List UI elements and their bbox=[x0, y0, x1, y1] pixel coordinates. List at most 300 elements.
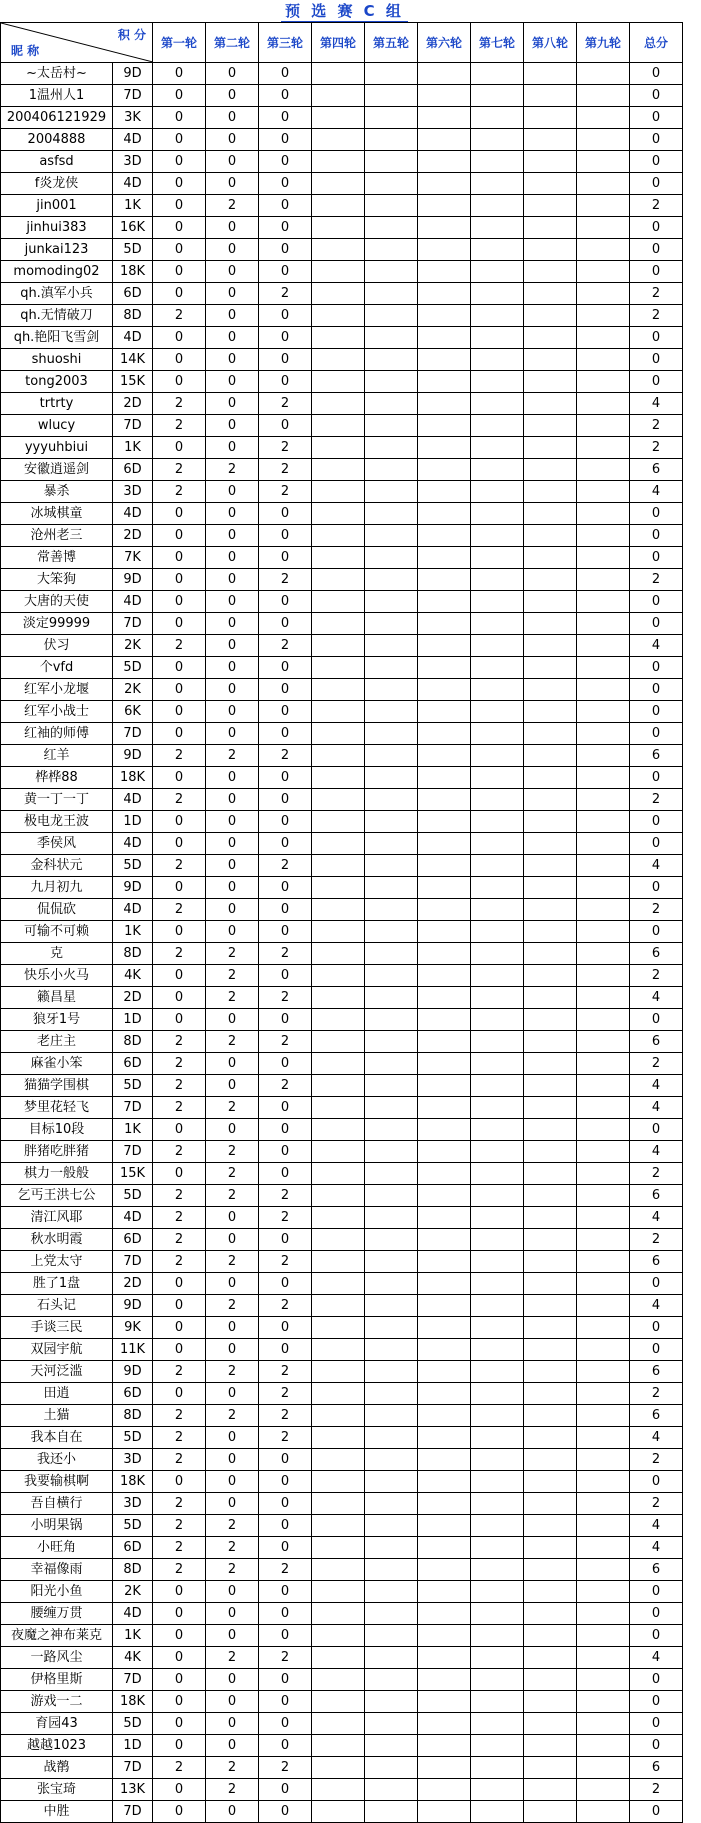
round-4-result bbox=[312, 173, 365, 195]
player-score: 4D bbox=[113, 1603, 153, 1625]
round-6-result bbox=[418, 1141, 471, 1163]
player-score: 8D bbox=[113, 305, 153, 327]
round-header: 第二轮 bbox=[206, 23, 259, 63]
round-8-result bbox=[524, 1801, 577, 1823]
round-2-result: 0 bbox=[206, 811, 259, 833]
round-4-result bbox=[312, 261, 365, 283]
round-5-result bbox=[365, 1691, 418, 1713]
round-4-result bbox=[312, 1779, 365, 1801]
round-6-result bbox=[418, 679, 471, 701]
round-7-result bbox=[471, 195, 524, 217]
player-score: 7D bbox=[113, 415, 153, 437]
round-2-result: 2 bbox=[206, 1141, 259, 1163]
table-row bbox=[1, 1317, 683, 1339]
round-4-result bbox=[312, 899, 365, 921]
round-5-result bbox=[365, 503, 418, 525]
round-7-result bbox=[471, 1427, 524, 1449]
player-name: shuoshi bbox=[1, 349, 113, 371]
round-6-result bbox=[418, 1383, 471, 1405]
player-name: 猫猫学围棋 bbox=[1, 1075, 113, 1097]
round-4-result bbox=[312, 393, 365, 415]
round-4-result bbox=[312, 701, 365, 723]
table-row bbox=[1, 833, 683, 855]
player-name: 个vfd bbox=[1, 657, 113, 679]
total-score: 4 bbox=[630, 1427, 683, 1449]
round-9-result bbox=[577, 1779, 630, 1801]
table-row bbox=[1, 723, 683, 745]
round-7-result bbox=[471, 811, 524, 833]
round-header: 第三轮 bbox=[259, 23, 312, 63]
round-2-result: 0 bbox=[206, 525, 259, 547]
total-score: 4 bbox=[630, 855, 683, 877]
player-score: 4D bbox=[113, 1207, 153, 1229]
table-row bbox=[1, 921, 683, 943]
player-score: 16K bbox=[113, 217, 153, 239]
round-4-result bbox=[312, 1713, 365, 1735]
player-name: 棋力一般般 bbox=[1, 1163, 113, 1185]
table-row bbox=[1, 129, 683, 151]
round-9-result bbox=[577, 657, 630, 679]
round-9-result bbox=[577, 855, 630, 877]
round-8-result bbox=[524, 1295, 577, 1317]
player-score: 8D bbox=[113, 1405, 153, 1427]
round-7-result bbox=[471, 1625, 524, 1647]
round-5-result bbox=[365, 371, 418, 393]
table-row bbox=[1, 877, 683, 899]
table-row bbox=[1, 1493, 683, 1515]
round-6-result bbox=[418, 1185, 471, 1207]
round-4-result bbox=[312, 1097, 365, 1119]
round-2-result: 0 bbox=[206, 1207, 259, 1229]
round-2-result: 0 bbox=[206, 1229, 259, 1251]
round-1-result: 0 bbox=[153, 613, 206, 635]
round-5-result bbox=[365, 1537, 418, 1559]
table-row bbox=[1, 305, 683, 327]
round-9-result bbox=[577, 1537, 630, 1559]
round-9-result bbox=[577, 1141, 630, 1163]
round-1-result: 2 bbox=[153, 635, 206, 657]
round-3-result: 0 bbox=[259, 789, 312, 811]
round-1-result: 2 bbox=[153, 1405, 206, 1427]
player-score: 18K bbox=[113, 261, 153, 283]
round-8-result bbox=[524, 1669, 577, 1691]
table-row bbox=[1, 1603, 683, 1625]
round-6-result bbox=[418, 1801, 471, 1823]
player-score: 2D bbox=[113, 525, 153, 547]
round-7-result bbox=[471, 1075, 524, 1097]
table-row bbox=[1, 1669, 683, 1691]
round-6-result bbox=[418, 1097, 471, 1119]
round-2-result: 2 bbox=[206, 1295, 259, 1317]
player-score: 9D bbox=[113, 569, 153, 591]
round-6-result bbox=[418, 745, 471, 767]
player-name: 幸福像雨 bbox=[1, 1559, 113, 1581]
round-7-result bbox=[471, 1009, 524, 1031]
round-9-result bbox=[577, 1097, 630, 1119]
table-row bbox=[1, 899, 683, 921]
round-4-result bbox=[312, 415, 365, 437]
round-5-result bbox=[365, 1603, 418, 1625]
round-4-result bbox=[312, 1075, 365, 1097]
round-6-result bbox=[418, 547, 471, 569]
round-2-result: 0 bbox=[206, 173, 259, 195]
round-5-result bbox=[365, 1735, 418, 1757]
player-score: 6K bbox=[113, 701, 153, 723]
round-8-result bbox=[524, 107, 577, 129]
round-7-result bbox=[471, 547, 524, 569]
round-3-result: 2 bbox=[259, 855, 312, 877]
round-4-result bbox=[312, 1449, 365, 1471]
round-6-result bbox=[418, 1229, 471, 1251]
round-9-result bbox=[577, 239, 630, 261]
round-5-result bbox=[365, 1251, 418, 1273]
round-1-result: 2 bbox=[153, 1493, 206, 1515]
player-name: 侃侃砍 bbox=[1, 899, 113, 921]
round-2-result: 0 bbox=[206, 1625, 259, 1647]
round-4-result bbox=[312, 745, 365, 767]
round-6-result bbox=[418, 327, 471, 349]
round-4-result bbox=[312, 107, 365, 129]
round-2-result: 0 bbox=[206, 1493, 259, 1515]
player-name: jinhui383 bbox=[1, 217, 113, 239]
table-row bbox=[1, 1339, 683, 1361]
table-row bbox=[1, 811, 683, 833]
round-9-result bbox=[577, 217, 630, 239]
round-7-result bbox=[471, 1691, 524, 1713]
round-header: 第四轮 bbox=[312, 23, 365, 63]
total-score: 4 bbox=[630, 1075, 683, 1097]
table-row bbox=[1, 1625, 683, 1647]
table-row bbox=[1, 85, 683, 107]
round-3-result: 0 bbox=[259, 1273, 312, 1295]
round-6-result bbox=[418, 591, 471, 613]
round-5-result bbox=[365, 591, 418, 613]
player-score: 18K bbox=[113, 1471, 153, 1493]
round-9-result bbox=[577, 679, 630, 701]
round-1-result: 0 bbox=[153, 723, 206, 745]
table-row bbox=[1, 569, 683, 591]
player-name: 常善博 bbox=[1, 547, 113, 569]
player-score: 2K bbox=[113, 679, 153, 701]
round-8-result bbox=[524, 217, 577, 239]
player-name: 快乐小火马 bbox=[1, 965, 113, 987]
round-1-result: 0 bbox=[153, 371, 206, 393]
round-1-result: 0 bbox=[153, 1713, 206, 1735]
round-3-result: 0 bbox=[259, 1801, 312, 1823]
player-score: 1D bbox=[113, 811, 153, 833]
player-score: 4D bbox=[113, 591, 153, 613]
round-4-result bbox=[312, 1493, 365, 1515]
table-row bbox=[1, 481, 683, 503]
player-score: 7D bbox=[113, 1801, 153, 1823]
round-9-result bbox=[577, 1031, 630, 1053]
round-2-result: 0 bbox=[206, 657, 259, 679]
round-7-result bbox=[471, 767, 524, 789]
round-7-result bbox=[471, 1339, 524, 1361]
round-6-result bbox=[418, 261, 471, 283]
round-8-result bbox=[524, 899, 577, 921]
table-row bbox=[1, 1273, 683, 1295]
round-3-result: 0 bbox=[259, 525, 312, 547]
round-8-result bbox=[524, 767, 577, 789]
round-8-result bbox=[524, 943, 577, 965]
player-name: 安徽逍遥剑 bbox=[1, 459, 113, 481]
table-row bbox=[1, 1757, 683, 1779]
round-7-result bbox=[471, 85, 524, 107]
player-name: 我要输棋啊 bbox=[1, 1471, 113, 1493]
round-3-result: 0 bbox=[259, 591, 312, 613]
round-9-result bbox=[577, 723, 630, 745]
round-1-result: 2 bbox=[153, 1075, 206, 1097]
round-8-result bbox=[524, 1427, 577, 1449]
round-4-result bbox=[312, 1757, 365, 1779]
player-score: 1K bbox=[113, 1625, 153, 1647]
round-5-result bbox=[365, 1779, 418, 1801]
total-score: 2 bbox=[630, 965, 683, 987]
total-score: 0 bbox=[630, 239, 683, 261]
round-5-result bbox=[365, 1713, 418, 1735]
total-score: 0 bbox=[630, 1119, 683, 1141]
round-9-result bbox=[577, 1427, 630, 1449]
round-8-result bbox=[524, 679, 577, 701]
round-2-result: 2 bbox=[206, 745, 259, 767]
round-1-result: 0 bbox=[153, 1009, 206, 1031]
round-1-result: 0 bbox=[153, 283, 206, 305]
round-4-result bbox=[312, 239, 365, 261]
round-3-result: 2 bbox=[259, 1207, 312, 1229]
round-5-result bbox=[365, 855, 418, 877]
round-4-result bbox=[312, 1339, 365, 1361]
round-8-result bbox=[524, 547, 577, 569]
round-9-result bbox=[577, 1493, 630, 1515]
round-9-result bbox=[577, 1713, 630, 1735]
round-4-result bbox=[312, 1361, 365, 1383]
total-score: 2 bbox=[630, 1053, 683, 1075]
round-4-result bbox=[312, 349, 365, 371]
round-2-result: 0 bbox=[206, 1317, 259, 1339]
round-4-result bbox=[312, 459, 365, 481]
round-6-result bbox=[418, 1735, 471, 1757]
round-6-result bbox=[418, 1713, 471, 1735]
round-3-result: 0 bbox=[259, 217, 312, 239]
round-7-result bbox=[471, 1229, 524, 1251]
round-1-result: 0 bbox=[153, 173, 206, 195]
round-6-result bbox=[418, 85, 471, 107]
round-9-result bbox=[577, 261, 630, 283]
round-4-result bbox=[312, 283, 365, 305]
round-3-result: 0 bbox=[259, 1471, 312, 1493]
round-4-result bbox=[312, 855, 365, 877]
total-score: 0 bbox=[630, 701, 683, 723]
round-1-result: 0 bbox=[153, 767, 206, 789]
player-name: 游戏一二 bbox=[1, 1691, 113, 1713]
round-3-result: 2 bbox=[259, 1757, 312, 1779]
round-2-result: 0 bbox=[206, 1427, 259, 1449]
round-2-result: 0 bbox=[206, 921, 259, 943]
table-row bbox=[1, 1537, 683, 1559]
round-4-result bbox=[312, 305, 365, 327]
total-score: 0 bbox=[630, 525, 683, 547]
round-8-result bbox=[524, 393, 577, 415]
total-score: 2 bbox=[630, 1493, 683, 1515]
round-6-result bbox=[418, 1559, 471, 1581]
round-3-result: 0 bbox=[259, 63, 312, 85]
round-7-result bbox=[471, 833, 524, 855]
round-3-result: 0 bbox=[259, 1493, 312, 1515]
total-score: 4 bbox=[630, 987, 683, 1009]
round-8-result bbox=[524, 1779, 577, 1801]
round-3-result: 0 bbox=[259, 1625, 312, 1647]
total-score: 6 bbox=[630, 1251, 683, 1273]
round-2-result: 0 bbox=[206, 1691, 259, 1713]
player-score: 5D bbox=[113, 239, 153, 261]
player-name: 暴杀 bbox=[1, 481, 113, 503]
round-7-result bbox=[471, 855, 524, 877]
round-8-result bbox=[524, 1251, 577, 1273]
total-score: 2 bbox=[630, 1779, 683, 1801]
total-score: 2 bbox=[630, 1449, 683, 1471]
round-3-result: 0 bbox=[259, 833, 312, 855]
round-7-result bbox=[471, 1405, 524, 1427]
round-5-result bbox=[365, 129, 418, 151]
player-name: 双园宇航 bbox=[1, 1339, 113, 1361]
round-5-result bbox=[365, 811, 418, 833]
round-4-result bbox=[312, 1009, 365, 1031]
round-6-result bbox=[418, 811, 471, 833]
round-4-result bbox=[312, 789, 365, 811]
round-4-result bbox=[312, 921, 365, 943]
round-2-result: 0 bbox=[206, 63, 259, 85]
round-3-result: 0 bbox=[259, 1229, 312, 1251]
round-5-result bbox=[365, 1801, 418, 1823]
round-3-result: 0 bbox=[259, 1097, 312, 1119]
round-4-result bbox=[312, 151, 365, 173]
total-score: 2 bbox=[630, 789, 683, 811]
round-1-result: 0 bbox=[153, 327, 206, 349]
round-2-result: 0 bbox=[206, 129, 259, 151]
round-5-result bbox=[365, 173, 418, 195]
round-5-result bbox=[365, 1317, 418, 1339]
round-7-result bbox=[471, 261, 524, 283]
table-row bbox=[1, 173, 683, 195]
round-3-result: 2 bbox=[259, 1559, 312, 1581]
round-2-result: 0 bbox=[206, 877, 259, 899]
round-2-result: 0 bbox=[206, 899, 259, 921]
player-name: 胖猪吃胖猪 bbox=[1, 1141, 113, 1163]
player-name: 上党太守 bbox=[1, 1251, 113, 1273]
round-1-result: 0 bbox=[153, 811, 206, 833]
round-1-result: 2 bbox=[153, 1031, 206, 1053]
total-score: 2 bbox=[630, 1229, 683, 1251]
round-2-result: 0 bbox=[206, 635, 259, 657]
round-4-result bbox=[312, 679, 365, 701]
round-7-result bbox=[471, 987, 524, 1009]
total-score: 0 bbox=[630, 107, 683, 129]
round-3-result: 0 bbox=[259, 1449, 312, 1471]
round-7-result bbox=[471, 481, 524, 503]
player-name: 红军小战士 bbox=[1, 701, 113, 723]
round-3-result: 0 bbox=[259, 195, 312, 217]
round-6-result bbox=[418, 965, 471, 987]
round-7-result bbox=[471, 1141, 524, 1163]
round-9-result bbox=[577, 701, 630, 723]
table-row bbox=[1, 1009, 683, 1031]
round-5-result bbox=[365, 899, 418, 921]
round-3-result: 0 bbox=[259, 239, 312, 261]
round-9-result bbox=[577, 1691, 630, 1713]
round-3-result: 2 bbox=[259, 1427, 312, 1449]
round-4-result bbox=[312, 1801, 365, 1823]
table-row bbox=[1, 701, 683, 723]
round-4-result bbox=[312, 1559, 365, 1581]
round-6-result bbox=[418, 481, 471, 503]
round-3-result: 2 bbox=[259, 437, 312, 459]
round-2-result: 0 bbox=[206, 855, 259, 877]
round-7-result bbox=[471, 1207, 524, 1229]
round-7-result bbox=[471, 305, 524, 327]
round-1-result: 0 bbox=[153, 1779, 206, 1801]
total-score: 0 bbox=[630, 811, 683, 833]
round-6-result bbox=[418, 305, 471, 327]
round-5-result bbox=[365, 1449, 418, 1471]
table-row bbox=[1, 1229, 683, 1251]
round-2-result: 0 bbox=[206, 1801, 259, 1823]
round-6-result bbox=[418, 525, 471, 547]
round-7-result bbox=[471, 1537, 524, 1559]
round-9-result bbox=[577, 921, 630, 943]
round-5-result bbox=[365, 1141, 418, 1163]
round-8-result bbox=[524, 1009, 577, 1031]
round-9-result bbox=[577, 1207, 630, 1229]
round-1-result: 0 bbox=[153, 349, 206, 371]
round-1-result: 2 bbox=[153, 415, 206, 437]
total-score: 0 bbox=[630, 1691, 683, 1713]
table-row bbox=[1, 547, 683, 569]
round-6-result bbox=[418, 1449, 471, 1471]
round-5-result bbox=[365, 547, 418, 569]
round-6-result bbox=[418, 1537, 471, 1559]
round-5-result bbox=[365, 1383, 418, 1405]
round-8-result bbox=[524, 789, 577, 811]
round-7-result bbox=[471, 415, 524, 437]
round-8-result bbox=[524, 173, 577, 195]
round-2-result: 0 bbox=[206, 1339, 259, 1361]
round-7-result bbox=[471, 1273, 524, 1295]
round-8-result bbox=[524, 1713, 577, 1735]
round-8-result bbox=[524, 1515, 577, 1537]
table-row bbox=[1, 1207, 683, 1229]
round-9-result bbox=[577, 525, 630, 547]
round-8-result bbox=[524, 635, 577, 657]
player-score: 2K bbox=[113, 635, 153, 657]
player-name: 石头记 bbox=[1, 1295, 113, 1317]
round-8-result bbox=[524, 1317, 577, 1339]
player-score: 7D bbox=[113, 723, 153, 745]
player-name: 狼牙1号 bbox=[1, 1009, 113, 1031]
round-1-result: 2 bbox=[153, 1141, 206, 1163]
round-2-result: 2 bbox=[206, 943, 259, 965]
round-3-result: 0 bbox=[259, 151, 312, 173]
round-8-result bbox=[524, 1339, 577, 1361]
round-4-result bbox=[312, 1603, 365, 1625]
round-7-result bbox=[471, 173, 524, 195]
round-4-result bbox=[312, 877, 365, 899]
round-3-result: 0 bbox=[259, 129, 312, 151]
round-1-result: 0 bbox=[153, 1383, 206, 1405]
round-6-result bbox=[418, 393, 471, 415]
round-8-result bbox=[524, 1229, 577, 1251]
round-6-result bbox=[418, 921, 471, 943]
